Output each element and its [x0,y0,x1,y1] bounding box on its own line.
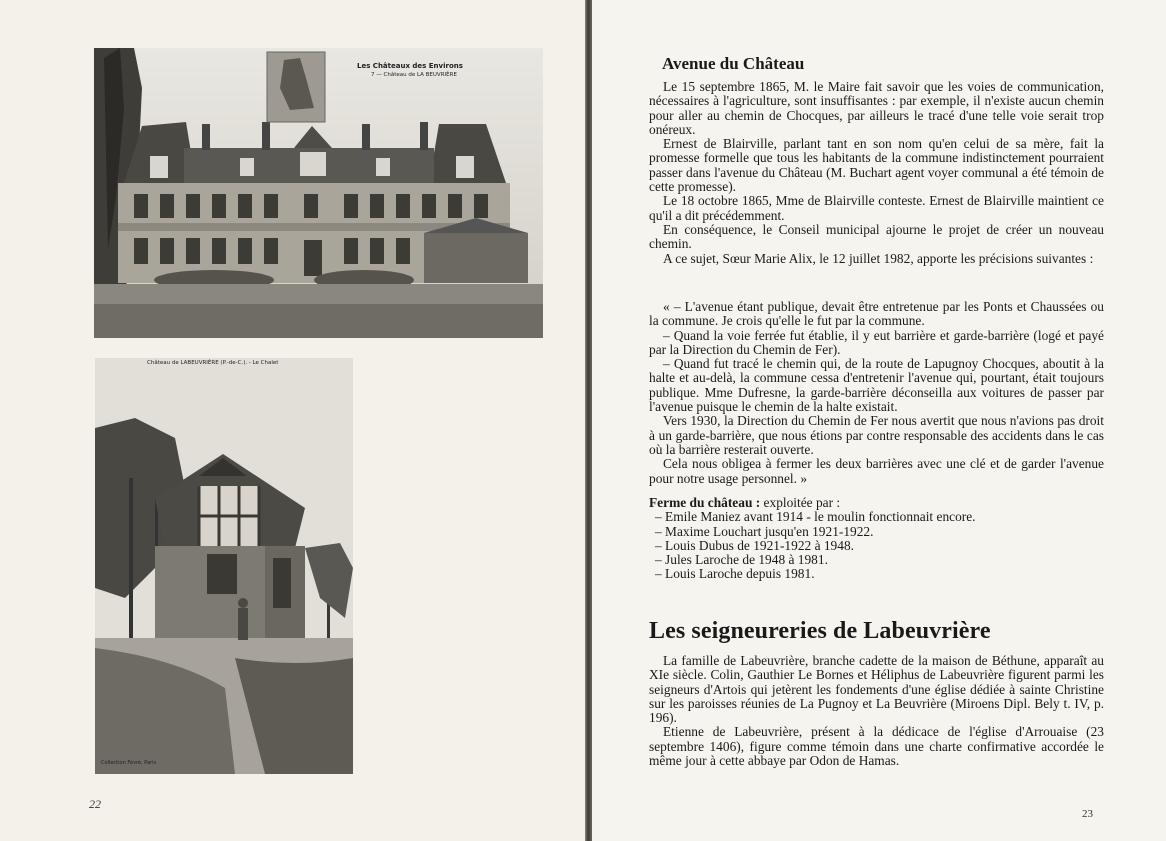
ferme-heading: Ferme du château : [649,495,761,510]
list-item: – Emile Maniez avant 1914 - le moulin fonctionnait encore. [655,509,976,525]
postcard-title: Les Châteaux des Environs [357,62,463,70]
chalet-caption: Château de LABEUVRIÈRE (P.-de-C.). - Le Chalet [147,360,279,366]
paragraph: Etienne de Labeuvrière, présent à la dédicace de l'église d'Arrouaise (23 septembre 1406), figure comme témoin dans une charte confirmative accordée le même jour à cette abbaye par Odon de Hamas. [649,724,1104,769]
seigneureries-text-block [649,654,1104,768]
quote-paragraph: – Quand la voie ferrée fut établie, il y eut barrière et garde-barrière (logé et payé par la Direction du Chemin de Fer). [649,327,1104,357]
quote-paragraph: Vers 1930, la Direction du Chemin de Fer nous avertit que nous n'avions pas droit à un garde-barrière, que nous étions par contre responsable des accidents dans le cas où la barrière resterait ouverte. [649,413,1104,457]
avenue-text-block [649,80,1104,266]
paragraph: Le 18 octobre 1865, Mme de Blairville conteste. Ernest de Blairville maintient ce qu'il a dit précédemment. [649,193,1104,223]
paragraph: Ernest de Blairville, parlant tant en son nom qu'en celui de sa mère, fait la promesse formelle que tous les habitants de la commune indistinctement pourraient passer dans l'avenue du Château (M. Buchart agent voyer communal a été témoin de cette promesse). [649,136,1104,195]
list-item: – Louis Laroche depuis 1981. [655,566,815,582]
paragraph: Le 15 septembre 1865, M. le Maire fait savoir que les voies de communication, nécessaires à l'agriculture, sont insuffisantes : par exemple, il n'existe aucun chemin pour aller au chemin de Chocques, par ailleurs le tracé d'une telle voie serait trop onéreux. [649,79,1104,137]
section-title-avenue: Avenue du Château [662,54,805,73]
list-item: – Maxime Louchart jusqu'en 1921-1922. [655,523,874,539]
chateau-illustration [94,48,543,338]
quote-text-block [649,300,1104,486]
quote-paragraph: « – L'avenue étant publique, devait être entretenue par les Ponts et Chaussées ou la commune. Je crois qu'elle le fut par la commune. [649,299,1104,329]
ferme-intro-line [649,496,1104,510]
chalet-illustration [95,358,353,774]
quote-paragraph: – Quand fut tracé le chemin qui, de la route de Lapugnoy Chocques, aboutit à la halte et au-delà, la commune cessa d'entretenir l'avenue qui, pourtant, était toujours publique. Mme Dufresne, la garde-barrière déconseilla aux voitures de passer par l'avenue puisque le chemin de la halte existait. [649,356,1104,415]
page-number-right: 23 [1082,808,1093,820]
quote-paragraph: Cela nous obligea à fermer les deux barrières avec une clé et de garder l'avenue pour notre usage personnel. » [649,456,1104,486]
ferme-intro: exploitée par : [760,495,841,510]
paragraph: A ce sujet, Sœur Marie Alix, le 12 juillet 1982, apporte les précisions suivantes : [663,250,1094,266]
right-page [592,0,1166,841]
section-title-seigneureries: Les seigneureries de Labeuvrière [649,618,991,644]
list-item: – Jules Laroche de 1948 à 1981. [655,552,828,568]
postcard-subtitle: 7 — Château de LA BEUVRIÈRE [371,72,457,78]
ferme-text-block [649,496,1104,582]
list-item: – Louis Dubus de 1921-1922 à 1948. [655,537,854,553]
chalet-postcard-photo [95,358,353,774]
page-number-left: 22 [89,797,101,811]
paragraph: En conséquence, le Conseil municipal ajourne le projet de créer un nouveau chemin. [649,221,1104,252]
paragraph: La famille de Labeuvrière, branche cadette de la maison de Béthune, apparaît au XIe siècle. Colin, Gauthier Le Bornes et Héliphus de Labeuvrière figurent parmi les seigneurs d'Artois qui jetèrent les fondements d'une église dédiée à sainte Christine sur les paroisses réunies de La Pugnoy et La Beuvrière (Miroens Dipl. Bely t. IV, p. 196). [649,653,1104,726]
book-gutter [585,0,592,841]
chalet-credit: Collection Fèvré, Paris [101,760,157,766]
chateau-postcard-photo [94,48,543,338]
